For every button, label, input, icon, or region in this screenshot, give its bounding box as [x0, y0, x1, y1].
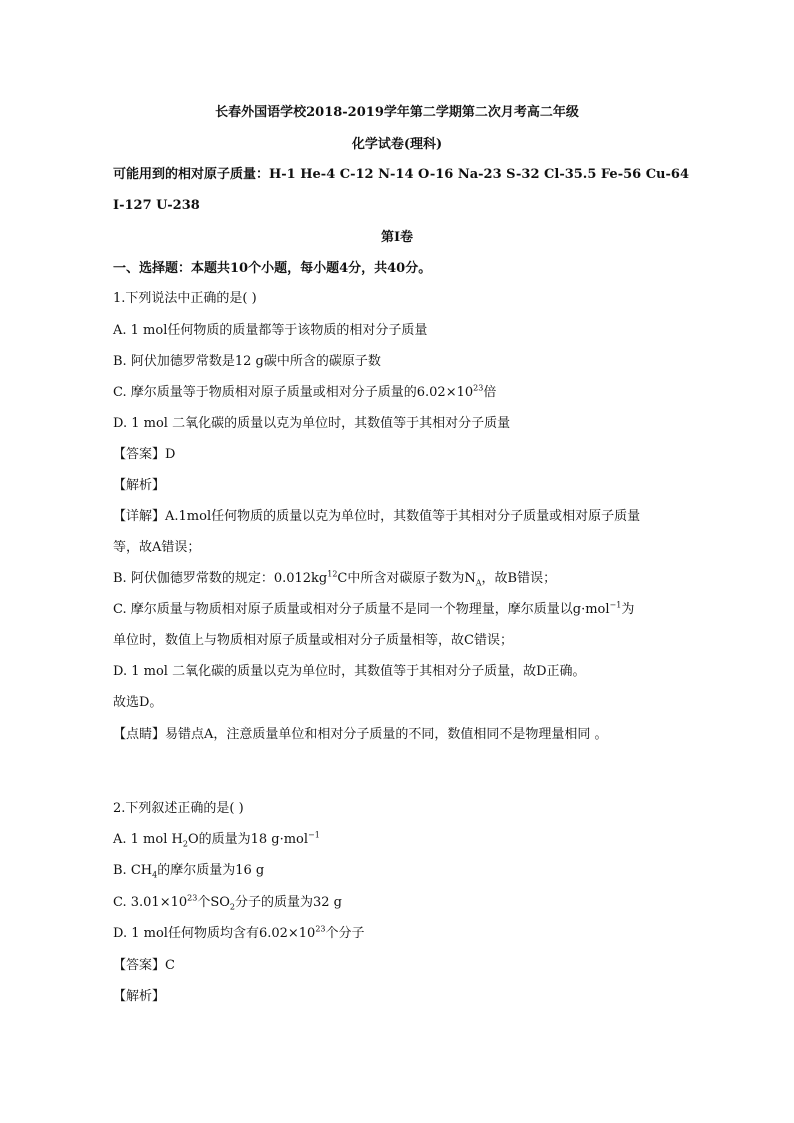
- q1-conclusion: 故选D。: [113, 695, 163, 710]
- q2-analysis-label: 【解析】: [113, 989, 166, 1004]
- q2-answer: 【答案】C: [113, 958, 175, 973]
- q1-detail-4-text: C. 摩尔质量与物质相对原子质量或相对分子质量不是同一个物理量，摩尔质量以g·mol: [113, 602, 610, 617]
- q1-option-c-text: C. 摩尔质量等于物质相对原子质量或相对分子质量的6.02×10: [113, 385, 474, 400]
- part-title: 第Ⅰ卷: [380, 230, 414, 245]
- q2-option-d-text: D. 1 mol任何物质均含有6.02×10: [113, 926, 316, 941]
- q1-detail-3-subscript: A: [475, 578, 482, 588]
- q1-option-c-exponent: 23: [473, 383, 484, 393]
- q1-detail-4-tail: 为: [621, 602, 635, 617]
- q2-option-c: [113, 894, 342, 912]
- q1-detail-2: 等，故A错误；: [113, 540, 201, 555]
- q1-option-b: B. 阿伏加德罗常数是12 g碳中所含的碳原子数: [113, 354, 381, 369]
- q2-option-d-tail: 个分子: [325, 926, 365, 941]
- q2-option-a-exponent: −1: [308, 830, 320, 840]
- q1-detail-4: [113, 601, 634, 619]
- q1-detail-3: [113, 570, 556, 588]
- q2-option-a-subscript: 2: [182, 839, 188, 849]
- q1-detail-4-exponent: −1: [609, 600, 622, 610]
- atomic-masses-line-2: I-127 U-238: [113, 198, 200, 213]
- q2-option-c-tail: 分子的质量为32 g: [235, 895, 342, 910]
- q2-option-b: [113, 862, 264, 880]
- q1-detail-3-isotope: 12: [327, 569, 338, 579]
- q1-detail-3-text: B. 阿伏伽德罗常数的规定：0.012kg: [113, 571, 328, 586]
- q2-option-c-exponent: 23: [187, 893, 198, 903]
- q2-option-a-mid: O的质量为18 g·mol: [187, 832, 309, 847]
- exam-subtitle: 化学试卷(理科): [351, 137, 443, 152]
- q2-option-a-text: A. 1 mol H: [113, 832, 183, 847]
- q2-option-c-text: C. 3.01×10: [113, 895, 188, 910]
- q2-option-d: [113, 925, 365, 943]
- q2-option-d-exponent: 23: [315, 924, 326, 934]
- q1-option-a: A. 1 mol任何物质的质量都等于该物质的相对分子质量: [113, 323, 428, 338]
- q1-option-c: [113, 384, 496, 402]
- q1-option-c-tail: 倍: [483, 385, 497, 400]
- exam-title: 长春外国语学校2018-2019学年第二学期第二次月考高二年级: [215, 105, 579, 120]
- q2-option-b-text: B. CH: [113, 863, 153, 878]
- q2-option-b-subscript: 4: [152, 870, 158, 880]
- q1-analysis-label: 【解析】: [113, 478, 166, 493]
- section-title: 一、选择题：本题共10个小题，每小题4分，共40分。: [113, 261, 432, 276]
- q1-option-d: D. 1 mol 二氧化碳的质量以克为单位时，其数值等于其相对分子质量: [113, 416, 511, 431]
- q1-answer: 【答案】D: [113, 447, 176, 462]
- q1-detail-1: 【详解】A.1mol任何物质的质量以克为单位时，其数值等于其相对分子质量或相对原子质量: [113, 509, 641, 524]
- q1-detail-5: 单位时，数值上与物质相对原子质量或相对分子质量相等，故C错误；: [113, 633, 513, 648]
- q2-option-b-tail: 的摩尔质量为16 g: [157, 863, 265, 878]
- q2-option-c-mid: 个SO: [197, 895, 230, 910]
- q1-detail-3-tail: ，故B错误；: [481, 571, 557, 586]
- q1-detail-6: D. 1 mol 二氧化碳的质量以克为单位时，其数值等于其相对分子质量，故D正确。: [113, 664, 586, 679]
- q2-option-c-subscript: 2: [229, 902, 235, 912]
- q2-stem: 2.下列叙述正确的是( ): [113, 801, 244, 816]
- atomic-masses-line-1: 可能用到的相对原子质量：H-1 He-4 C-12 N-14 O-16 Na-23 S-32 Cl-35.5 Fe-56 Cu-64: [113, 167, 689, 182]
- q1-tip: 【点睛】易错点A，注意质量单位和相对分子质量的不同，数值相同不是物理量相同 。: [113, 727, 608, 742]
- q2-option-a: [113, 831, 320, 849]
- q1-detail-3-mid: C中所含对碳原子数为N: [337, 571, 476, 586]
- q1-stem: 1.下列说法中正确的是( ): [113, 291, 257, 306]
